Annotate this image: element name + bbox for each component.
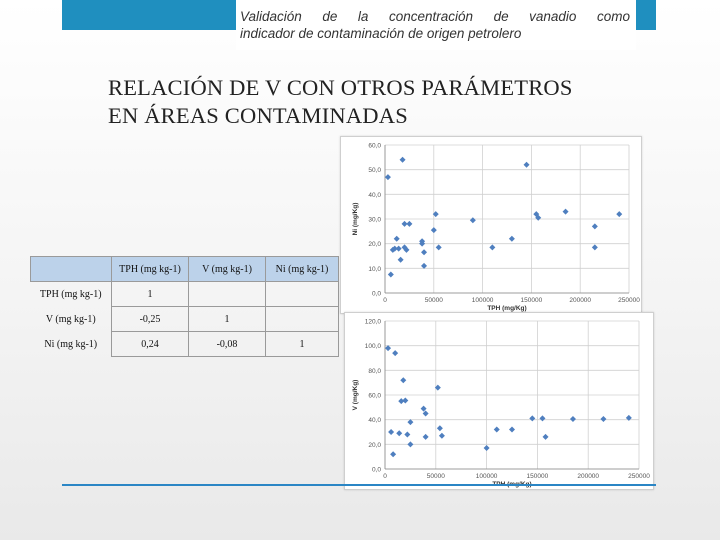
data-point [600,416,606,422]
data-point [390,451,396,457]
footer-accent-line [62,484,656,486]
x-tick-label: 100000 [475,473,498,480]
y-tick-label: 100,0 [364,343,381,351]
data-point [439,433,445,439]
table-header-cell: Ni (mg kg-1) [266,257,339,282]
data-point [398,257,404,263]
data-point [385,174,391,180]
y-tick-label: 30,0 [368,216,381,224]
ni-vs-tph-chart [340,136,642,314]
data-point [394,236,400,242]
data-point [570,416,576,422]
table-cell [189,282,266,307]
x-tick-label: 0 [383,473,387,480]
data-point [489,244,495,250]
header-line-1: Validación de la concentración de vanadio como [240,9,630,24]
y-tick-label: 80,0 [368,367,381,375]
header-line-2: indicador de contaminación de origen petrolero [240,26,522,41]
v-vs-tph-plot [345,313,653,489]
data-point [421,249,427,255]
data-point [616,211,622,217]
data-point [470,217,476,223]
x-tick-label: 0 [383,297,387,304]
y-tick-label: 20,0 [368,441,381,449]
x-tick-label: 50000 [424,297,443,304]
x-tick-label: 250000 [618,297,640,304]
slide-title-line-1: RELACIÓN DE V CON OTROS PARÁMETROS [108,75,573,100]
data-point [406,221,412,227]
data-point [563,209,569,215]
table-cell [266,307,339,332]
data-point [396,246,402,252]
table-row [31,332,339,357]
y-tick-label: 40,0 [368,191,381,199]
x-tick-label: 200000 [577,473,600,480]
table-row-label: V (mg kg-1) [45,313,96,325]
table-row [31,282,339,307]
y-axis-title: Ni (mg/Kg) [352,202,359,236]
data-point [436,244,442,250]
y-tick-label: 0,0 [371,466,381,474]
data-point [494,427,500,433]
x-axis-title: TPH (mg/Kg) [487,305,527,312]
data-point [400,377,406,383]
data-point [404,431,410,437]
table-header-corner [31,257,112,282]
y-tick-label: 120,0 [364,318,381,326]
table-cell: 1 [112,282,189,307]
y-tick-label: 10,0 [368,265,381,273]
table-cell: 1 [189,307,266,332]
y-axis-title: V (mg/Kg) [352,379,359,411]
y-tick-label: 60,0 [368,392,381,400]
data-point [423,434,429,440]
x-tick-label: 100000 [471,297,494,304]
table-cell [266,282,339,307]
data-point [543,434,549,440]
table-cell: 1 [266,332,339,357]
data-point [388,429,394,435]
y-tick-label: 40,0 [368,417,381,425]
x-tick-label: 200000 [569,297,592,304]
table-cell: -0,25 [112,307,189,332]
data-point [400,157,406,163]
ni-vs-tph-plot [341,137,641,313]
data-point [592,223,598,229]
slide-title [108,74,648,130]
table-header-cell: TPH (mg kg-1) [112,257,189,282]
x-tick-label: 250000 [628,473,650,480]
v-vs-tph-chart [344,312,654,490]
data-point [539,415,545,421]
y-tick-label: 0,0 [371,290,381,298]
data-point [524,162,530,168]
data-point [437,425,443,431]
data-point [509,427,515,433]
table-cell: -0,08 [189,332,266,357]
table-header-cell: V (mg kg-1) [189,257,266,282]
data-point [388,272,394,278]
table-header-row [31,257,339,282]
x-tick-label: 50000 [426,473,445,480]
data-point [529,415,535,421]
data-point [402,398,408,404]
table-row-label: Ni (mg kg-1) [44,338,98,350]
x-tick-label: 150000 [526,473,549,480]
y-tick-label: 60,0 [368,142,381,150]
slide-title-line-2: EN ÁREAS CONTAMINADAS [108,103,408,128]
data-point [484,445,490,451]
table-row [31,307,339,332]
data-point [407,441,413,447]
data-point [431,227,437,233]
data-point [392,350,398,356]
x-tick-label: 150000 [520,297,543,304]
table-row-label: TPH (mg kg-1) [39,288,102,300]
table-cell: 0,24 [112,332,189,357]
data-point [592,244,598,250]
y-tick-label: 50,0 [368,167,381,175]
data-point [509,236,515,242]
y-tick-label: 20,0 [368,241,381,249]
data-point [396,430,402,436]
correlation-table [30,256,339,357]
slide-subject-header [236,0,636,50]
